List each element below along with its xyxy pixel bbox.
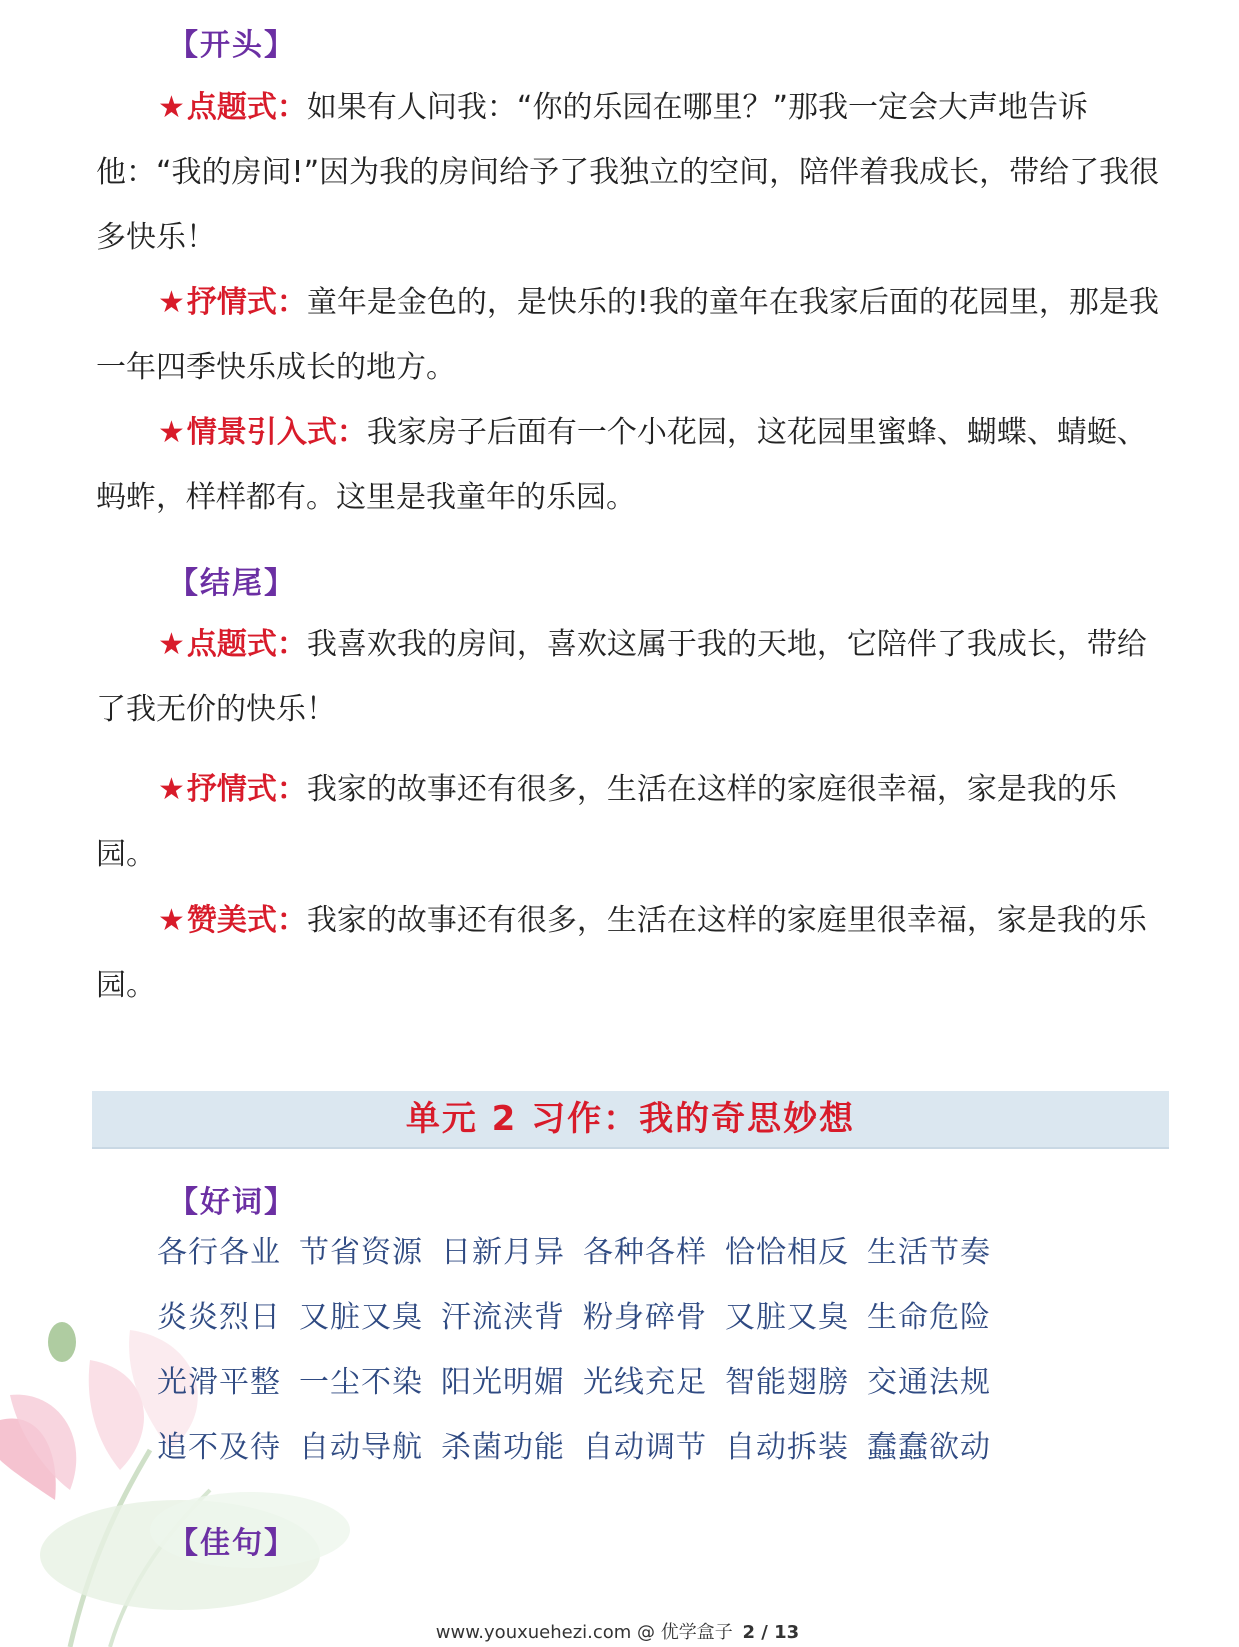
star-icon: ★ (158, 903, 185, 938)
word-item: 自动导航 (299, 1430, 423, 1465)
item-text: 如果有人问我：“你的乐园在哪里？”那我一定会大声地告诉他：“我的房间!”因为我的房间给予了我独立的空间，陪伴着我成长，带给了我很多快乐！ (96, 90, 1160, 255)
word-item: 各行各业 (157, 1235, 281, 1270)
ending-heading: 【结尾】 (168, 566, 296, 601)
star-icon: ★ (158, 285, 185, 320)
opening-item-1 (96, 75, 1176, 270)
word-item: 汗流浃背 (441, 1300, 565, 1335)
opening-item-3 (96, 400, 1176, 530)
opening-item-2 (96, 270, 1176, 400)
item-label: 抒情式： (186, 772, 307, 807)
item-text: 我家的故事还有很多，生活在这样的家庭里很幸福，家是我的乐园。 (96, 903, 1147, 1003)
ending-item-1 (96, 612, 1176, 742)
item-lead (158, 285, 307, 320)
item-label: 点题式： (186, 627, 307, 662)
item-label: 情景引入式： (186, 415, 367, 450)
word-item: 交通法规 (867, 1365, 991, 1400)
word-item: 节省资源 (299, 1235, 423, 1270)
item-lead (158, 772, 307, 807)
word-item: 粉身碎骨 (583, 1300, 707, 1335)
item-text: 我喜欢我的房间，喜欢这属于我的天地，它陪伴了我成长，带给了我无价的快乐！ (96, 627, 1147, 727)
word-item: 追不及待 (157, 1430, 281, 1465)
word-item: 一尘不染 (299, 1365, 423, 1400)
item-label: 点题式： (186, 90, 307, 125)
item-text: 我家的故事还有很多，生活在这样的家庭很幸福，家是我的乐园。 (96, 772, 1117, 872)
word-item: 阳光明媚 (441, 1365, 565, 1400)
star-icon: ★ (158, 415, 185, 450)
word-item: 炎炎烈日 (157, 1300, 281, 1335)
word-item: 各种各样 (583, 1235, 707, 1270)
word-item: 光滑平整 (157, 1365, 281, 1400)
word-item: 光线充足 (583, 1365, 707, 1400)
word-item: 又脏又臭 (299, 1300, 423, 1335)
word-item: 又脏又臭 (725, 1300, 849, 1335)
star-icon: ★ (158, 627, 185, 662)
ending-item-3 (96, 888, 1176, 1018)
word-item: 日新月异 (441, 1235, 565, 1270)
good-words-grid (157, 1229, 1009, 1472)
item-label: 抒情式： (186, 285, 307, 320)
unit-banner (92, 1091, 1169, 1149)
word-item: 自动拆装 (725, 1430, 849, 1465)
opening-heading: 【开头】 (168, 28, 296, 63)
star-icon: ★ (158, 772, 185, 807)
footer-site: www.youxuehezi.com @ 优学盒子 (435, 1622, 733, 1643)
word-item: 杀菌功能 (441, 1430, 565, 1465)
item-lead (158, 627, 307, 662)
page-footer (0, 1618, 1239, 1644)
item-lead (158, 415, 367, 450)
unit-title: 单元 2 习作：我的奇思妙想 (405, 1099, 856, 1139)
word-item: 智能翅膀 (725, 1365, 849, 1400)
item-label: 赞美式： (186, 903, 307, 938)
item-lead (158, 903, 307, 938)
word-item: 生命危险 (867, 1300, 991, 1335)
star-icon: ★ (158, 90, 185, 125)
word-item: 自动调节 (583, 1430, 707, 1465)
item-lead (158, 90, 307, 125)
word-item: 恰恰相反 (725, 1235, 849, 1270)
item-text: 我家房子后面有一个小花园，这花园里蜜蜂、蝴蝶、蜻蜓、蚂蚱，样样都有。这里是我童年的乐园。 (96, 415, 1147, 515)
page-number: 2 / 13 (742, 1622, 800, 1643)
item-text: 童年是金色的，是快乐的!我的童年在我家后面的花园里，那是我一年四季快乐成长的地方。 (96, 285, 1159, 385)
word-item: 生活节奏 (867, 1235, 991, 1270)
good-words-heading: 【好词】 (168, 1185, 296, 1220)
word-item: 蠢蠢欲动 (867, 1430, 991, 1465)
ending-item-2 (96, 757, 1176, 887)
good-sentences-heading: 【佳句】 (168, 1526, 296, 1561)
